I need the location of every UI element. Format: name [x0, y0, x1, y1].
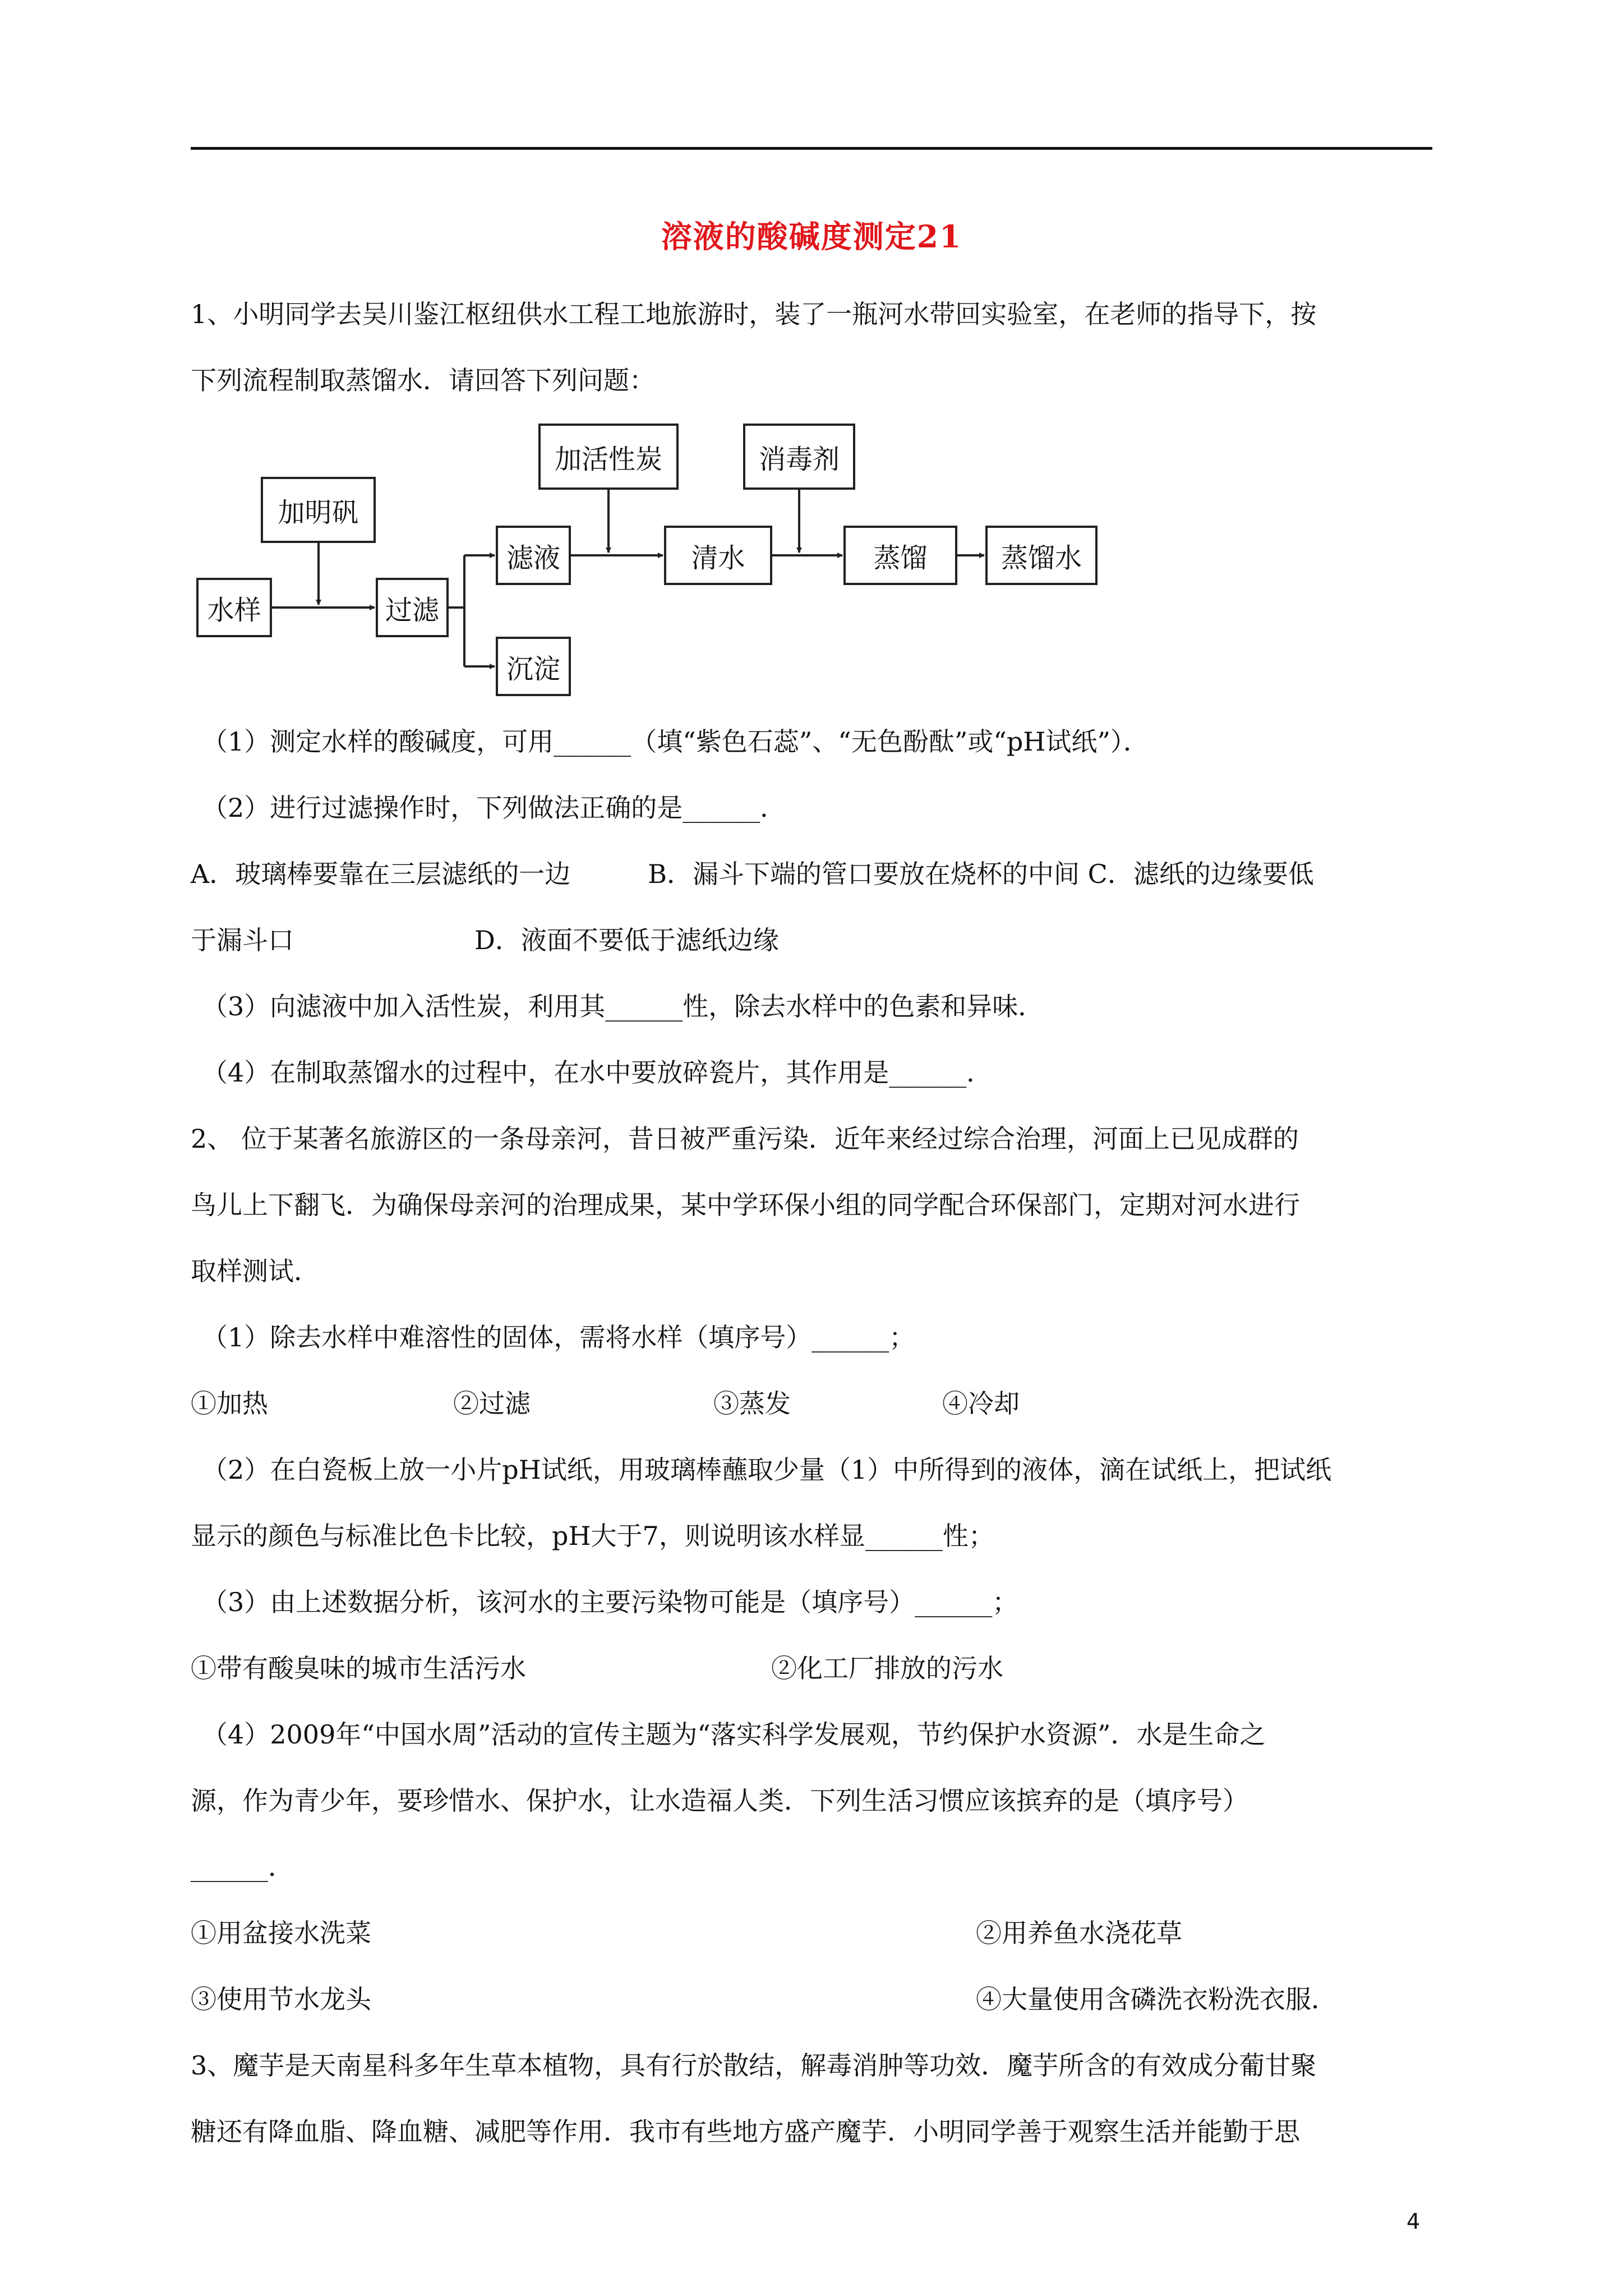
- q3-stem-line-1: 3、魔芋是天南星科多年生草本植物，具有行於散结，解毒消肿等功效．魔芋所含的有效成分葡甘聚: [191, 2050, 1317, 2081]
- q2-part-4-line-3: ______．: [191, 1852, 294, 1882]
- q1-options-line-1: A．玻璃棒要靠在三层滤纸的一边 B．漏斗下端的管口要放在烧杯的中间 C．滤纸的边缘要低: [191, 859, 1314, 889]
- q2-part-4-line-2: 源，作为青少年，要珍惜水、保护水，让水造福人类．下列生活习惯应该摈弃的是（填序号）: [191, 1786, 1248, 1816]
- q2-part-1: （1）除去水样中难溶性的固体，需将水样（填序号）______；: [202, 1322, 915, 1352]
- q2-p4-option-3: ③使用节水龙头: [191, 1984, 371, 2014]
- q1-options-line-2: 于漏斗口 D．液面不要低于滤纸边缘: [191, 925, 779, 955]
- q1-part-4: （4）在制取蒸馏水的过程中，在水中要放碎瓷片，其作用是______．: [202, 1057, 993, 1088]
- q2-p1-option-4: ④冷却: [942, 1388, 1020, 1419]
- flow-box-filtration: 过滤: [376, 578, 449, 637]
- flow-box-distillation: 蒸馏: [843, 526, 957, 585]
- q1-part-3: （3）向滤液中加入活性炭，利用其______性，除去水样中的色素和异味．: [202, 991, 1044, 1022]
- q2-p3-option-1: ①带有酸臭味的城市生活污水: [191, 1653, 526, 1683]
- q2-p3-option-2: ②化工厂排放的污水: [771, 1653, 1003, 1683]
- page-title: 溶液的酸碱度测定21: [661, 218, 962, 255]
- q2-part-4-line-1: （4）2009年“中国水周”活动的宣传主题为“落实科学发展观，节约保护水资源”．水是生命之: [202, 1719, 1266, 1750]
- q2-p1-option-3: ③蒸发: [713, 1388, 791, 1419]
- page-number: 4: [1407, 2209, 1421, 2234]
- q2-p4-option-1: ①用盆接水洗菜: [191, 1918, 371, 1948]
- q2-part-3: （3）由上述数据分析，该河水的主要污染物可能是（填序号）______；: [202, 1587, 1018, 1617]
- q2-p1-option-1: ①加热: [191, 1388, 268, 1419]
- q2-part-2-line-2: 显示的颜色与标准比色卡比较，pH大于7，则说明该水样显______性；: [191, 1521, 994, 1551]
- flow-box-sediment: 沉淀: [496, 637, 571, 696]
- q3-stem-line-2: 糖还有降血脂、降血糖、减肥等作用．我市有些地方盛产魔芋．小明同学善于观察生活并能勤于思: [191, 2116, 1300, 2147]
- flow-box-add-activated-carbon: 加活性炭: [538, 424, 679, 490]
- flow-box-add-alum: 加明矾: [261, 477, 376, 543]
- q2-stem-line-3: 取样测试．: [191, 1256, 320, 1286]
- q1-part-1: （1）测定水样的酸碱度，可用______（填“紫色石蕊”、“无色酚酞”或“pH试纸”）．: [202, 726, 1149, 757]
- q2-part-2-line-1: （2）在白瓷板上放一小片pH试纸，用玻璃棒蘸取少量（1）中所得到的液体，滴在试纸上，把试纸: [202, 1455, 1332, 1485]
- q2-p4-option-4: ④大量使用含磷洗衣粉洗衣服．: [976, 1984, 1337, 2014]
- q2-stem-line-1: 2、 位于某著名旅游区的一条母亲河，昔日被严重污染．近年来经过综合治理，河面上已见成群的: [191, 1124, 1299, 1154]
- q1-stem-line-1: 1、小明同学去吴川鉴江枢纽供水工程工地旅游时，装了一瓶河水带回实验室，在老师的指导下，按: [191, 299, 1317, 329]
- flow-box-disinfectant: 消毒剂: [743, 424, 855, 490]
- q2-p1-option-2: ②过滤: [453, 1388, 531, 1419]
- q1-part-2: （2）进行过滤操作时，下列做法正确的是______．: [202, 793, 786, 823]
- q2-stem-line-2: 鸟儿上下翻飞．为确保母亲河的治理成果，某中学环保小组的同学配合环保部门，定期对河水进行: [191, 1190, 1300, 1220]
- q1-stem-line-2: 下列流程制取蒸馏水．请回答下列问题：: [191, 365, 655, 395]
- flow-box-clear-water: 清水: [664, 526, 772, 585]
- flow-box-water-sample: 水样: [196, 578, 272, 637]
- q2-p4-option-2: ②用养鱼水浇花草: [976, 1918, 1182, 1948]
- flow-box-distilled-water: 蒸馏水: [985, 526, 1098, 585]
- flow-box-filtrate: 滤液: [496, 526, 571, 585]
